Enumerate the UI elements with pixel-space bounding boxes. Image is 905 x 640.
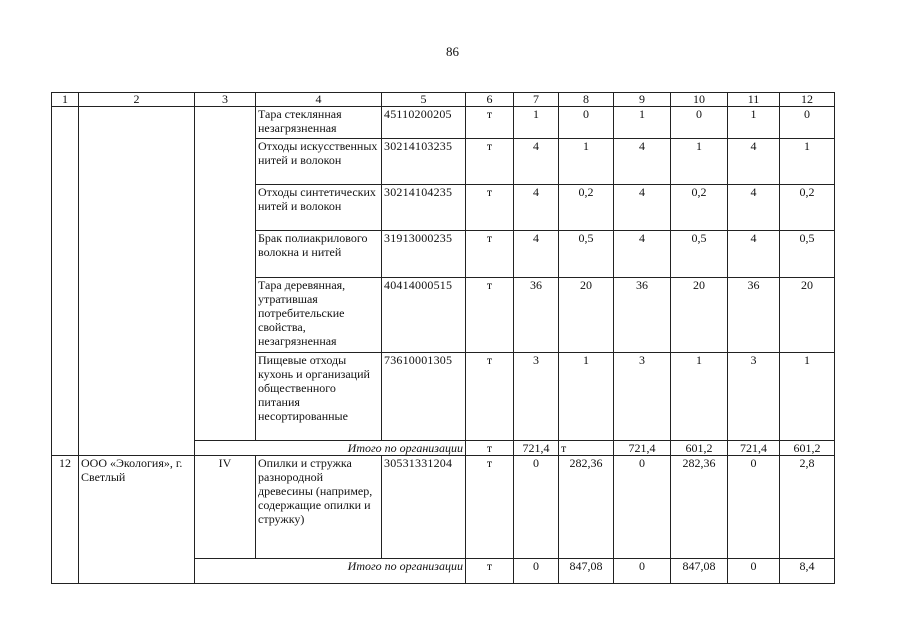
value-9: 721,4 [614,441,671,456]
unit: т [466,107,514,139]
unit: т [466,559,514,584]
value-11: 4 [728,231,780,278]
value-12: 0,5 [780,231,835,278]
header-cell: 8 [559,93,614,107]
hazard-class-cell [195,107,256,441]
value-10: 1 [671,353,728,441]
header-cell: 10 [671,93,728,107]
unit: т [466,353,514,441]
value-11: 721,4 [728,441,780,456]
value-10: 20 [671,278,728,353]
waste-table [51,92,835,584]
waste-name: Опилки и стружка разнородной древесины (например, содержащие опилки и стружку) [256,456,382,559]
org-name-cell [79,107,195,456]
org-number: 12 [52,456,79,584]
page-number: 86 [446,44,459,59]
header-cell: 3 [195,93,256,107]
waste-name: Брак полиакрилового волокна и нитей [256,231,382,278]
header-cell: 6 [466,93,514,107]
value-9: 0 [614,456,671,559]
value-8: 1 [559,353,614,441]
value-12: 1 [780,139,835,185]
value-9: 4 [614,139,671,185]
org-name: ООО «Экология», г. Светлый [79,456,195,584]
value-11: 4 [728,185,780,231]
value-9: 3 [614,353,671,441]
value-11: 0 [728,456,780,559]
value-10: 847,08 [671,559,728,584]
table-row [52,107,835,139]
value-8: 0,5 [559,231,614,278]
value-9: 36 [614,278,671,353]
unit: т [466,231,514,278]
waste-code: 40414000515 [382,278,466,353]
header-cell: 9 [614,93,671,107]
value-9: 1 [614,107,671,139]
value-9: 4 [614,231,671,278]
value-11: 1 [728,107,780,139]
value-7: 721,4 [514,441,559,456]
waste-name: Тара стеклянная незагрязненная [256,107,382,139]
waste-name: Отходы синтетических нитей и волокон [256,185,382,231]
value-7: 0 [514,559,559,584]
value-8: 0 [559,107,614,139]
value-12: 0,2 [780,185,835,231]
unit: т [466,185,514,231]
value-10: 0,2 [671,185,728,231]
value-7: 4 [514,139,559,185]
waste-code: 31913000235 [382,231,466,278]
waste-name: Пищевые отходы кухонь и организаций общественного питания несортированные [256,353,382,441]
unit: т [466,139,514,185]
value-11: 3 [728,353,780,441]
header-row [52,93,835,107]
value-12: 0 [780,107,835,139]
value-10: 282,36 [671,456,728,559]
header-cell: 1 [52,93,79,107]
hazard-class: IV [195,456,256,559]
value-10: 601,2 [671,441,728,456]
waste-name: Отходы искусственных нитей и волокон [256,139,382,185]
total-label: Итого по организации [195,559,466,584]
value-8: 20 [559,278,614,353]
value-9: 0 [614,559,671,584]
value-7: 1 [514,107,559,139]
value-11: 36 [728,278,780,353]
value-7: 0 [514,456,559,559]
value-12: 2,8 [780,456,835,559]
header-cell: 12 [780,93,835,107]
value-8: 847,08 [559,559,614,584]
header-cell: 11 [728,93,780,107]
value-12: 8,4 [780,559,835,584]
unit: т [466,456,514,559]
waste-code: 30531331204 [382,456,466,559]
value-8: 282,36 [559,456,614,559]
value-12: 601,2 [780,441,835,456]
value-7: 36 [514,278,559,353]
header-cell: 5 [382,93,466,107]
value-12: 20 [780,278,835,353]
unit: т [466,441,514,456]
value-10: 0 [671,107,728,139]
unit: т [466,278,514,353]
value-8: т [559,441,614,456]
header-cell: 7 [514,93,559,107]
header-cell: 4 [256,93,382,107]
value-10: 1 [671,139,728,185]
total-label: Итого по организации [195,441,466,456]
value-7: 4 [514,185,559,231]
header-cell: 2 [79,93,195,107]
value-11: 0 [728,559,780,584]
value-8: 1 [559,139,614,185]
value-10: 0,5 [671,231,728,278]
waste-code: 30214104235 [382,185,466,231]
value-11: 4 [728,139,780,185]
org-number-cell [52,107,79,456]
waste-code: 73610001305 [382,353,466,441]
waste-code: 45110200205 [382,107,466,139]
waste-name: Тара деревянная, утратившая потребительские свойства, незагрязненная [256,278,382,353]
value-12: 1 [780,353,835,441]
value-9: 4 [614,185,671,231]
waste-code: 30214103235 [382,139,466,185]
table-row [52,456,835,559]
value-7: 3 [514,353,559,441]
value-8: 0,2 [559,185,614,231]
value-7: 4 [514,231,559,278]
